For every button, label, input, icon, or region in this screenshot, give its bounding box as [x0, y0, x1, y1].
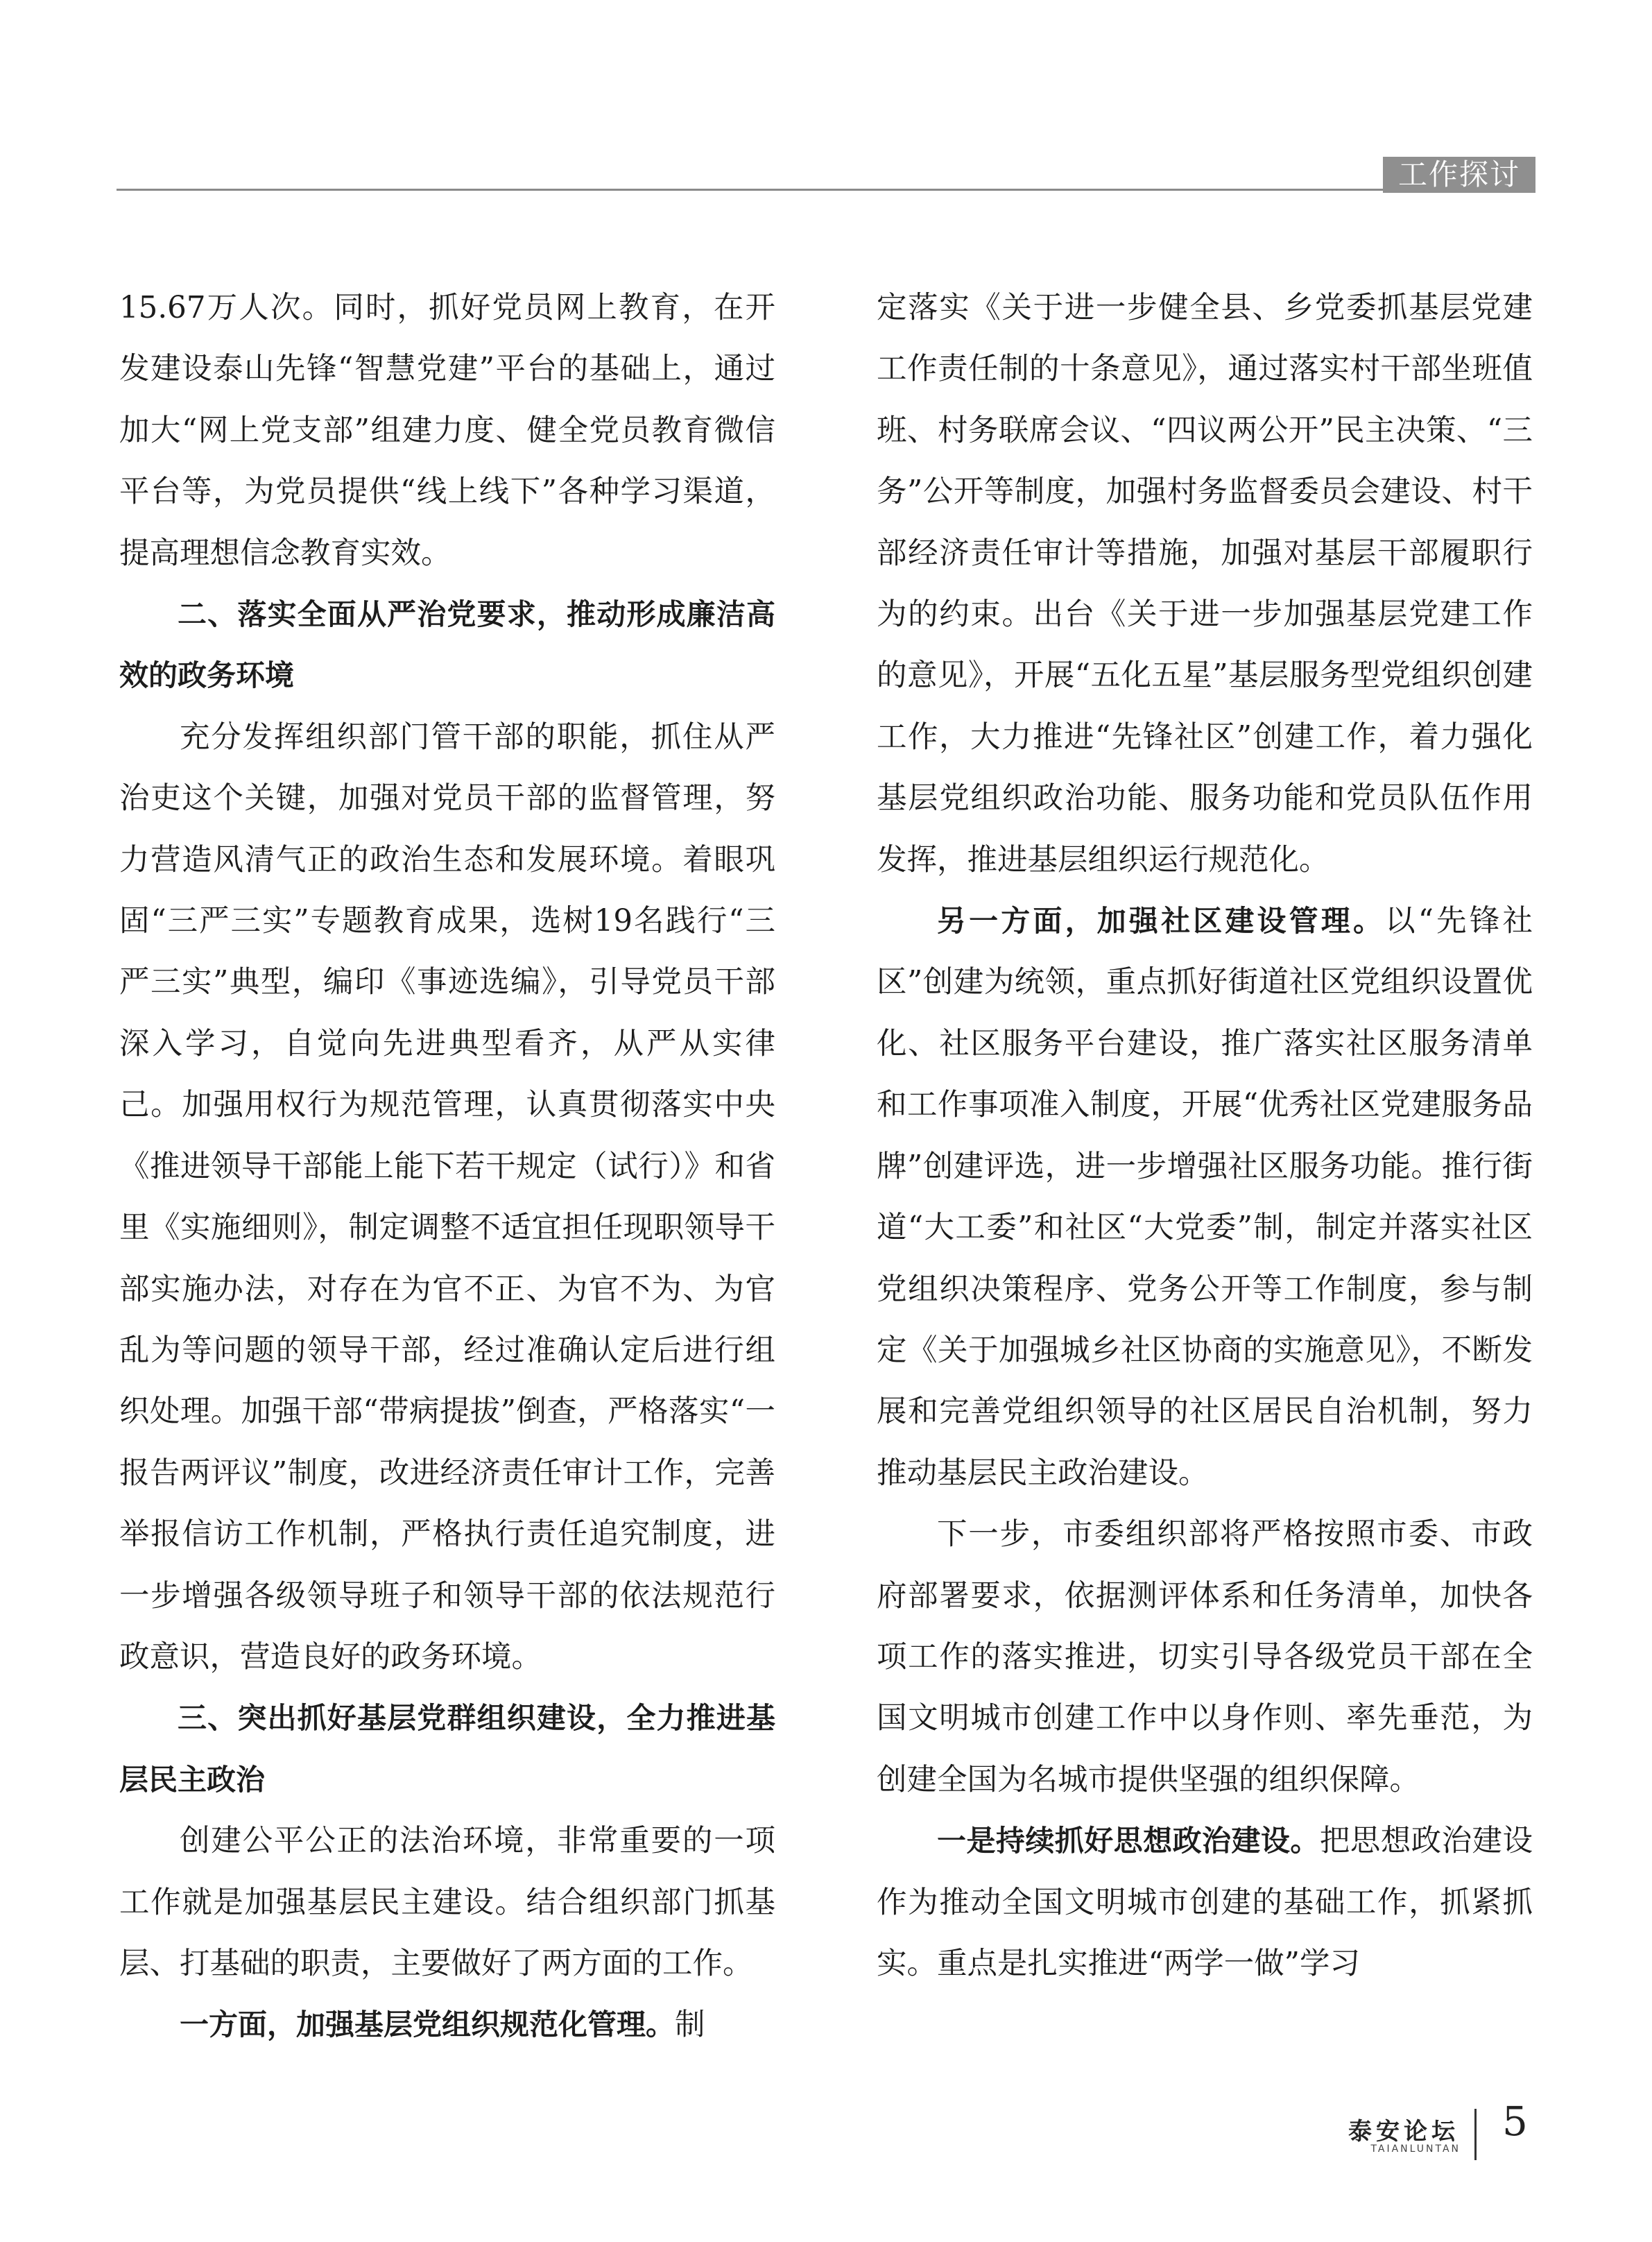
- left-paragraph-3: 创建公平公正的法治环境，非常重要的一项工作就是加强基层民主建设。结合组织部门抓基层、打基础的职责，主要做好了两方面的工作。: [119, 1824, 775, 1981]
- right-paragraph-3: 下一步，市委组织部将严格按照市委、市政府部署要求，依据测评体系和任务清单，加快各项工作的落实推进，切实引导各级党员干部在全国文明城市创建工作中以身作则、率先垂范，为创建全国为名城市提供坚强的组织保障。: [877, 1517, 1533, 1797]
- right-paragraph-1: 定落实《关于进一步健全县、乡党委抓基层党建工作责任制的十条意见》，通过落实村干部坐班值班、村务联席会议、“四议两公开”民主决策、“三务”公开等制度，加强村务监督委员会建设、村干部经济责任审计等措施，加强对基层干部履职行为的约束。出台《关于进一步加强基层党建工作的意见》，开展“五化五星”基层服务型党组织创建工作，大力推进“先锋社区”创建工作，着力强化基层党组织政治功能、服务功能和党员队伍作用发挥，推进基层组织运行规范化。: [877, 291, 1533, 878]
- section-label: 工作探讨: [1383, 157, 1535, 193]
- right-paragraph-4-text: 把思想政治建设作为推动全国文明城市创建的基础工作，抓紧抓实。重点是扎实推进“两学一做”学习: [877, 1824, 1533, 1981]
- right-paragraph-2-lead: 另一方面，加强社区建设管理。: [937, 904, 1386, 939]
- left-paragraph-1: 15.67万人次。同时，抓好党员网上教育，在开发建设泰山先锋“智慧党建”平台的基础上，通过加大“网上党支部”组建力度、健全党员教育微信平台等，为党员提供“线上线下”各种学习渠道，提高理想信念教育实效。: [119, 291, 775, 571]
- journal-pinyin: TAIANLUNTAN: [1370, 2143, 1461, 2155]
- right-paragraph-2: [877, 891, 1533, 1504]
- right-column: [877, 277, 1533, 1994]
- section-heading-2: 二、落实全面从严治党要求，推动形成廉洁高效的政务环境: [119, 597, 775, 693]
- section-heading-3: 三、突出抓好基层党群组织建设，全力推进基层民主政治: [119, 1701, 775, 1797]
- footer-divider: [1474, 2109, 1477, 2160]
- left-paragraph-4-text: 制: [675, 2008, 705, 2043]
- left-paragraph-4-lead: 一方面，加强基层党组织规范化管理。: [180, 2008, 676, 2042]
- journal-name: 泰安论坛: [1348, 2118, 1459, 2146]
- page-number: 5: [1502, 2098, 1528, 2145]
- left-column: [119, 277, 775, 2056]
- left-paragraph-4: [119, 1994, 775, 2055]
- header-rule: [117, 189, 1535, 191]
- right-paragraph-2-text: 以“先锋社区”创建为统领，重点抓好街道社区党组织设置优化、社区服务平台建设，推广落实社区服务清单和工作事项准入制度，开展“优秀社区党建服务品牌”创建评选，进一步增强社区服务功能。推行街道“大工委”和社区“大党委”制，制定并落实社区党组织决策程序、党务公开等工作制度，参与制定《关于加强城乡社区协商的实施意见》，不断发展和完善党组织领导的社区居民自治机制，努力推动基层民主政治建设。: [877, 904, 1533, 1491]
- right-paragraph-4-lead: 一是持续抓好思想政治建设。: [937, 1824, 1320, 1858]
- left-paragraph-2: 充分发挥组织部门管干部的职能，抓住从严治吏这个关键，加强对党员干部的监督管理，努力营造风清气正的政治生态和发展环境。着眼巩固“三严三实”专题教育成果，选树19名践行“三严三实”典型，编印《事迹选编》，引导党员干部深入学习，自觉向先进典型看齐，从严从实律己。加强用权行为规范管理，认真贯彻落实中央《推进领导干部能上能下若干规定（试行）》和省里《实施细则》，制定调整不适宜担任现职领导干部实施办法，对存在为官不正、为官不为、为官乱为等问题的领导干部，经过准确认定后进行组织处理。加强干部“带病提拔”倒查，严格落实“一报告两评议”制度，改进经济责任审计工作，完善举报信访工作机制，严格执行责任追究制度，进一步增强各级领导班子和领导干部的依法规范行政意识，营造良好的政务环境。: [119, 719, 775, 1675]
- right-paragraph-4: [877, 1811, 1533, 1994]
